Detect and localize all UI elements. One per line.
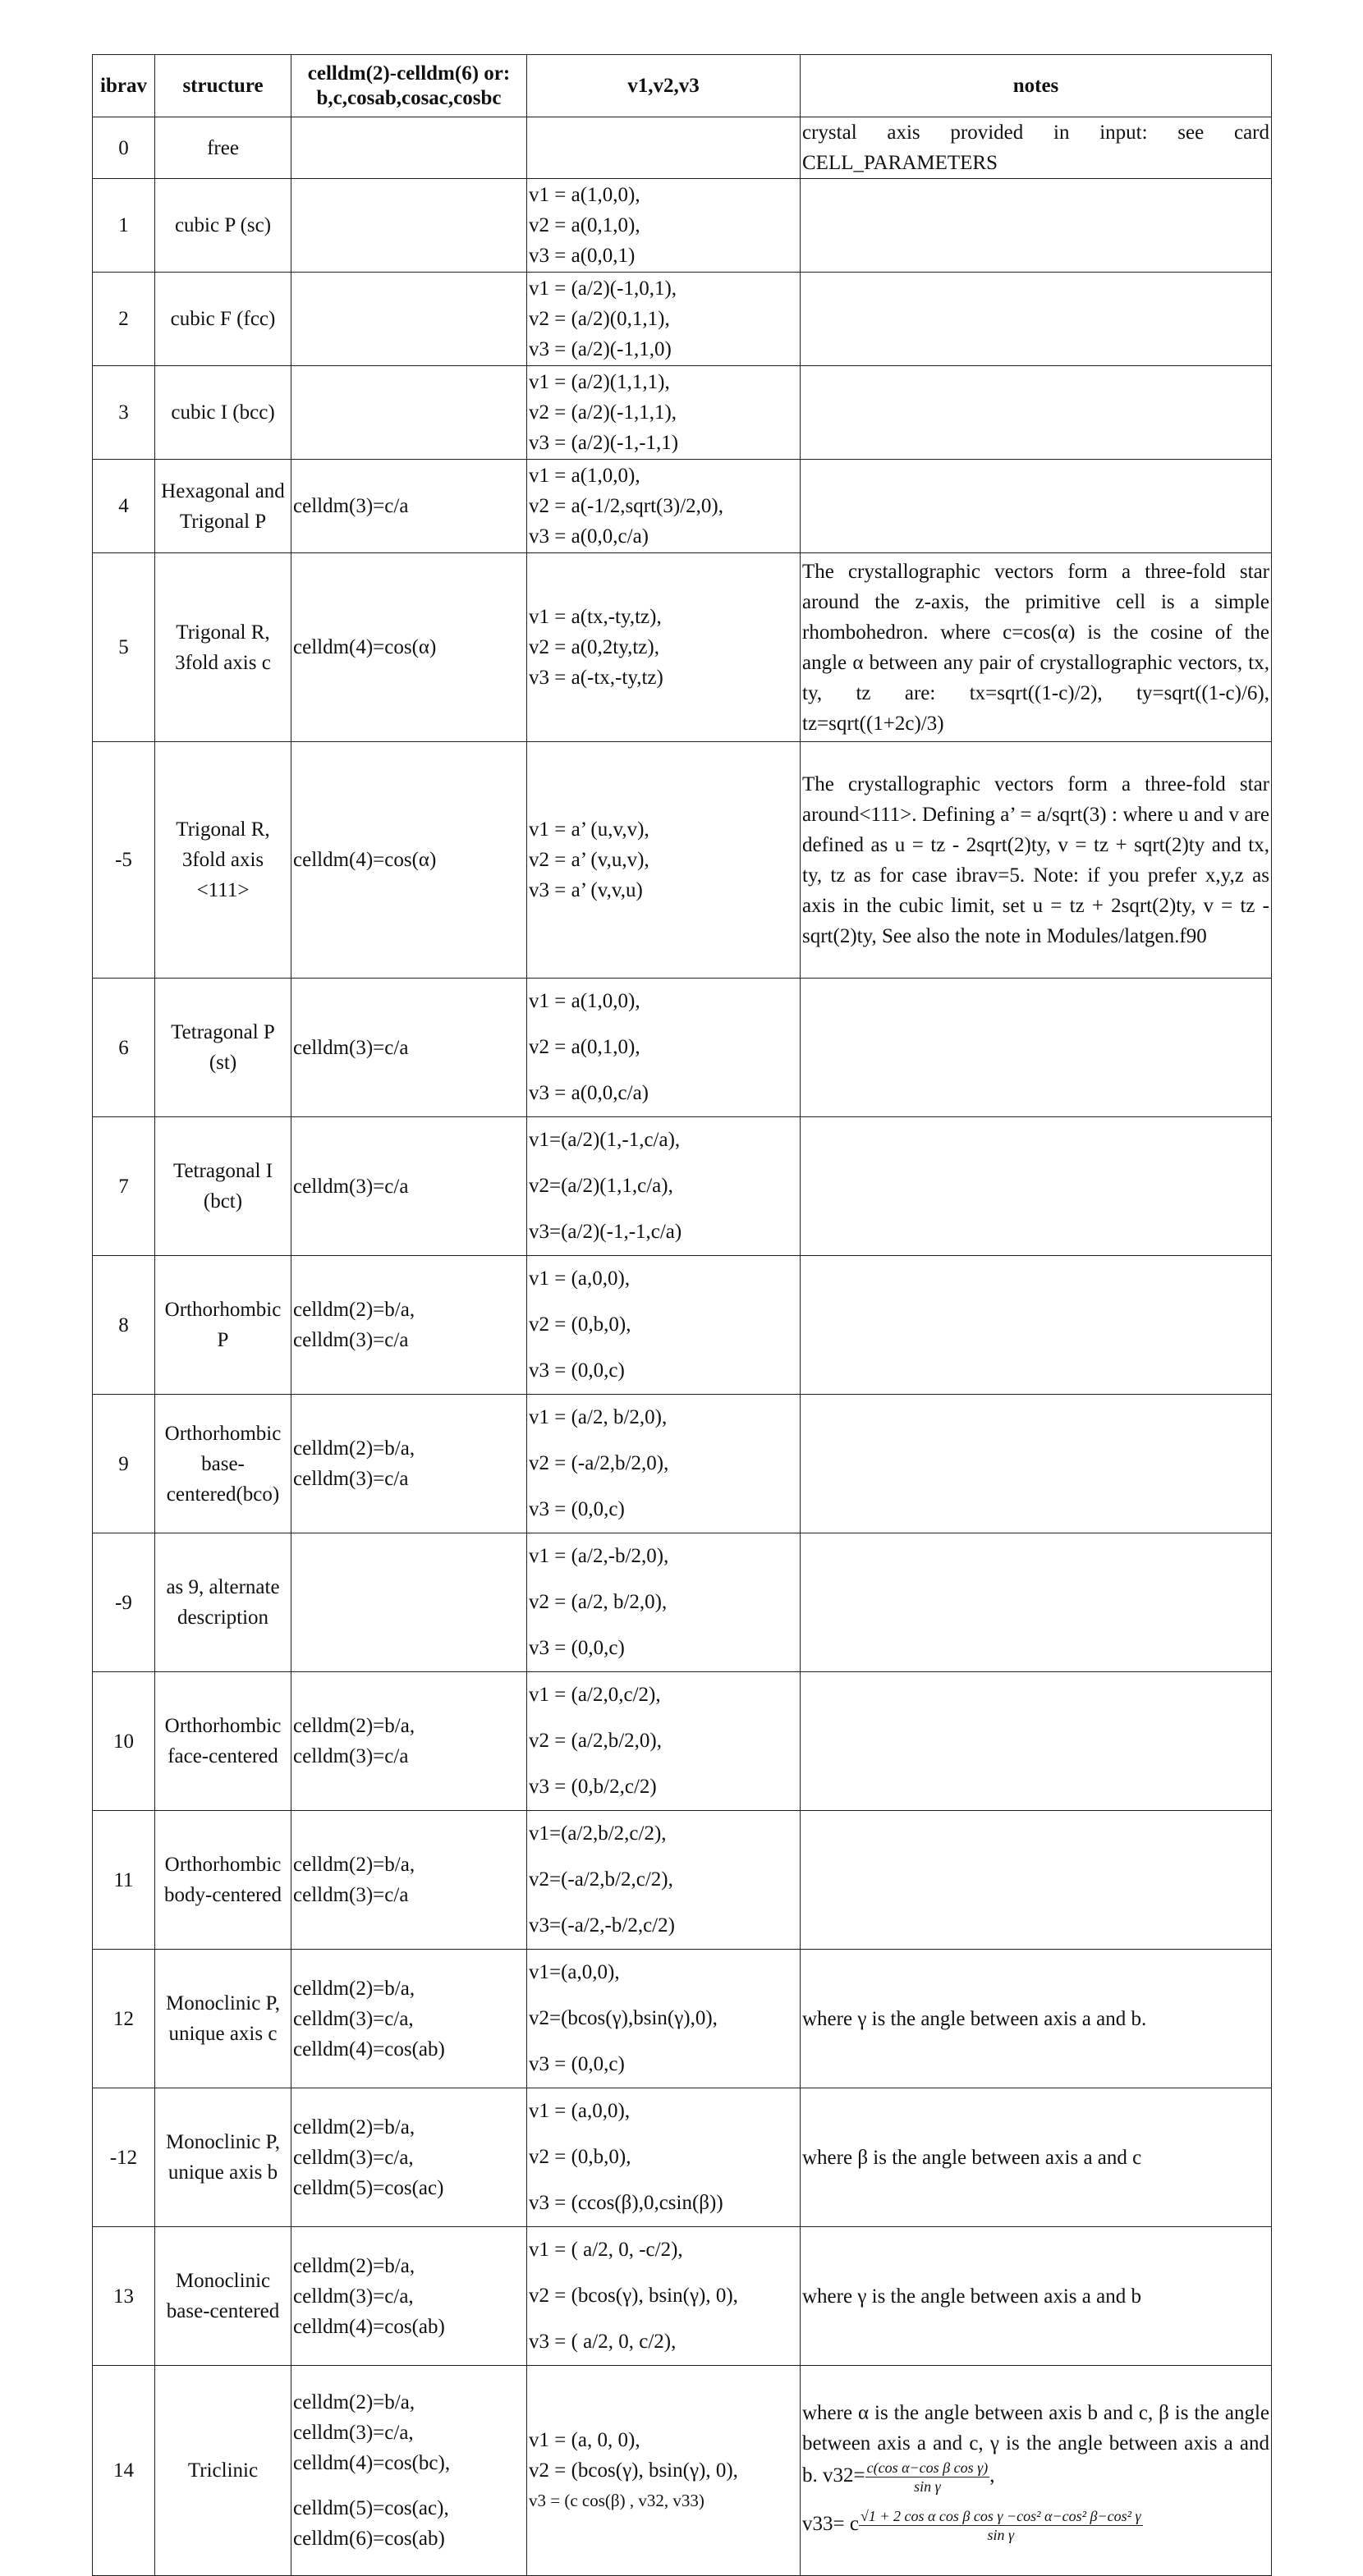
structure-cell: Tetragonal I (bct) bbox=[155, 1117, 291, 1256]
vector-line: v3 = (a/2)(-1,1,0) bbox=[529, 338, 672, 360]
celldm-cell bbox=[291, 460, 527, 553]
celldm-cell bbox=[291, 1811, 527, 1950]
vectors-cell bbox=[527, 553, 801, 742]
celldm-line: celldm(3)=c/a, bbox=[293, 2422, 414, 2444]
celldm-line: celldm(5)=cos(ac), bbox=[293, 2497, 449, 2519]
notes-cell: where γ is the angle between axis a and b bbox=[801, 2227, 1272, 2366]
vector-line: v3 = a(0,0,1) bbox=[529, 245, 636, 267]
celldm-line: celldm(2)=b/a, bbox=[293, 1715, 415, 1737]
structure-cell: cubic P (sc) bbox=[155, 179, 291, 273]
vectors-cell bbox=[527, 1811, 801, 1950]
vector-line: v1=(a/2,b/2,c/2), bbox=[529, 1822, 667, 1845]
ibrav-cell: 10 bbox=[93, 1672, 155, 1811]
ibrav-cell: 14 bbox=[93, 2366, 155, 2576]
vector-line: v2 = (a/2)(-1,1,1), bbox=[529, 401, 677, 424]
notes-cell bbox=[801, 366, 1272, 460]
celldm-cell bbox=[291, 2366, 527, 2576]
vector-line: v2 = a(0,2ty,tz), bbox=[529, 636, 659, 658]
table-row bbox=[93, 2088, 1272, 2227]
table-row bbox=[93, 179, 1272, 273]
vector-line: v2 = (bcos(γ), bsin(γ), 0), bbox=[529, 2459, 738, 2482]
celldm-line: celldm(2)=b/a, bbox=[293, 2391, 415, 2413]
notes-cell: crystal axis provided in input: see card CELL_PARAMETERS bbox=[801, 117, 1272, 179]
vector-line: v3 = a’ (v,v,u) bbox=[529, 879, 643, 901]
notes-cell bbox=[801, 1533, 1272, 1672]
celldm-line: celldm(3)=c/a bbox=[293, 1175, 409, 1198]
ibrav-cell: 9 bbox=[93, 1395, 155, 1533]
notes-cell bbox=[801, 460, 1272, 553]
structure-cell: cubic F (fcc) bbox=[155, 273, 291, 366]
table-row bbox=[93, 1395, 1272, 1533]
celldm-line: celldm(3)=c/a bbox=[293, 1468, 409, 1490]
celldm-line: celldm(3)=c/a, bbox=[293, 2285, 414, 2308]
structure-cell: Trigonal R, 3fold axis <111> bbox=[155, 742, 291, 979]
notes-cell: The crystallographic vectors form a three-fold star around the z-axis, the primitive cell is a simple rhombohedron. where c=cos(α) is the cosine of the angle α between any pair of crystallographic vectors, tx, ty, tz are: tx=sqrt((1-c)/2), ty=sqrt((1-c)/6), tz=sqrt((1+2c)/3) bbox=[801, 553, 1272, 742]
celldm-cell bbox=[291, 179, 527, 273]
vector-line: v2 = a(0,1,0), bbox=[529, 214, 640, 236]
table-row bbox=[93, 553, 1272, 742]
ibrav-cell: 11 bbox=[93, 1811, 155, 1950]
vector-line: v3 = (0,0,c) bbox=[529, 1637, 625, 1659]
vector-line: v3 = (a/2)(-1,-1,1) bbox=[529, 432, 679, 454]
ibrav-cell: -5 bbox=[93, 742, 155, 979]
vector-line: v1 = a’ (u,v,v), bbox=[529, 818, 649, 841]
vectors-cell bbox=[527, 1395, 801, 1533]
vector-line: v1 = (a/2,0,c/2), bbox=[529, 1684, 661, 1706]
vectors-cell bbox=[527, 1256, 801, 1395]
ibrav-cell: 8 bbox=[93, 1256, 155, 1395]
table-row bbox=[93, 1672, 1272, 1811]
celldm-line: celldm(4)=cos(bc), bbox=[293, 2452, 451, 2474]
vector-line: v1 = (a/2, b/2,0), bbox=[529, 1406, 668, 1428]
v33-fraction: $\frac{\text{√1 + 2 cos α cos β cos γ −cos² α−cos² β−cos² γ}}{\text{sin γ}}$ bbox=[860, 2507, 1141, 2543]
vector-line: v1 = (a/2)(-1,0,1), bbox=[529, 277, 677, 300]
celldm-cell bbox=[291, 1672, 527, 1811]
table-row bbox=[93, 1950, 1272, 2088]
ibrav-cell: 13 bbox=[93, 2227, 155, 2366]
structure-cell: Monoclinic P, unique axis b bbox=[155, 2088, 291, 2227]
table-row bbox=[93, 273, 1272, 366]
vector-line: v3=(-a/2,-b/2,c/2) bbox=[529, 1914, 675, 1937]
table-row bbox=[93, 2227, 1272, 2366]
vector-line: v2 = a’ (v,u,v), bbox=[529, 849, 649, 871]
celldm-line: celldm(4)=cos(ab) bbox=[293, 2037, 445, 2060]
vector-line: v1 = (a, 0, 0), bbox=[529, 2429, 640, 2451]
header-structure: structure bbox=[155, 55, 291, 117]
header-celldm: celldm(2)-celldm(6) or: b,c,cosab,cosac,cosbc bbox=[291, 55, 527, 117]
vector-line: v1 = ( a/2, 0, -c/2), bbox=[529, 2239, 683, 2261]
celldm-cell bbox=[291, 366, 527, 460]
table-row bbox=[93, 366, 1272, 460]
vector-line: v3 = (0,b/2,c/2) bbox=[529, 1776, 657, 1798]
structure-cell: Orthorhombic base-centered(bco) bbox=[155, 1395, 291, 1533]
vector-line: v3 = (ccos(β),0,csin(β)) bbox=[529, 2192, 723, 2214]
table-row bbox=[93, 1533, 1272, 1672]
vector-line: v3 = (0,0,c) bbox=[529, 1359, 625, 1382]
header-row bbox=[93, 55, 1272, 117]
celldm-line: celldm(4)=cos(ab) bbox=[293, 2315, 445, 2338]
celldm-cell bbox=[291, 1256, 527, 1395]
celldm-cell bbox=[291, 1117, 527, 1256]
structure-cell: Monoclinic base-centered bbox=[155, 2227, 291, 2366]
vector-line: v1=(a/2)(1,-1,c/a), bbox=[529, 1129, 681, 1151]
vector-line: v3=(a/2)(-1,-1,c/a) bbox=[529, 1221, 682, 1243]
vectors-cell bbox=[527, 2366, 801, 2576]
notes-cell bbox=[801, 1256, 1272, 1395]
vector-line: v2 = (-a/2,b/2,0), bbox=[529, 1452, 669, 1474]
celldm-line: celldm(3)=c/a bbox=[293, 495, 409, 517]
document-page bbox=[92, 54, 1271, 2576]
ibrav-cell: -9 bbox=[93, 1533, 155, 1672]
notes-cell bbox=[801, 1117, 1272, 1256]
ibrav-cell: 4 bbox=[93, 460, 155, 553]
vector-line: v2 = (0,b,0), bbox=[529, 2146, 631, 2168]
celldm-line: celldm(2)=b/a, bbox=[293, 1299, 415, 1321]
structure-cell: Trigonal R, 3fold axis c bbox=[155, 553, 291, 742]
celldm-line: celldm(2)=b/a, bbox=[293, 2115, 415, 2138]
header-ibrav: ibrav bbox=[93, 55, 155, 117]
vectors-cell bbox=[527, 1950, 801, 2088]
celldm-cell bbox=[291, 1533, 527, 1672]
celldm-cell bbox=[291, 273, 527, 366]
ibrav-cell: 12 bbox=[93, 1950, 155, 2088]
vector-line: v2 = (a/2, b/2,0), bbox=[529, 1591, 668, 1613]
vector-line: v2=(-a/2,b/2,c/2), bbox=[529, 1868, 673, 1891]
celldm-line: celldm(3)=c/a bbox=[293, 1884, 409, 1906]
vectors-cell bbox=[527, 2088, 801, 2227]
vector-line: v1 = (a/2,-b/2,0), bbox=[529, 1545, 669, 1567]
header-vectors: v1,v2,v3 bbox=[527, 55, 801, 117]
notes-cell bbox=[801, 1672, 1272, 1811]
vector-line: v1 = a(1,0,0), bbox=[529, 465, 640, 487]
celldm-line: celldm(2)=b/a, bbox=[293, 1854, 415, 1876]
vector-line: v2 = a(0,1,0), bbox=[529, 1036, 640, 1058]
vector-line: v1 = (a/2)(1,1,1), bbox=[529, 371, 670, 393]
celldm-line: celldm(3)=c/a bbox=[293, 1745, 409, 1767]
vectors-cell bbox=[527, 742, 801, 979]
celldm-line: celldm(4)=cos(α) bbox=[293, 636, 437, 658]
ibrav-cell: 2 bbox=[93, 273, 155, 366]
celldm-cell bbox=[291, 1395, 527, 1533]
celldm-cell bbox=[291, 2227, 527, 2366]
structure-cell: free bbox=[155, 117, 291, 179]
table-row bbox=[93, 1117, 1272, 1256]
table-row bbox=[93, 2366, 1272, 2576]
celldm-line: celldm(2)=b/a, bbox=[293, 1977, 415, 2000]
ibrav-cell: -12 bbox=[93, 2088, 155, 2227]
celldm-line: celldm(4)=cos(α) bbox=[293, 849, 437, 871]
ibrav-cell: 0 bbox=[93, 117, 155, 179]
header-notes: notes bbox=[801, 55, 1272, 117]
vector-line: v2 = (bcos(γ), bsin(γ), 0), bbox=[529, 2285, 738, 2307]
vectors-cell bbox=[527, 979, 801, 1117]
vector-line: v3 = ( a/2, 0, c/2), bbox=[529, 2331, 677, 2353]
celldm-line: celldm(5)=cos(ac) bbox=[293, 2176, 444, 2199]
ibrav-cell: 3 bbox=[93, 366, 155, 460]
vector-line: v2 = (a/2)(0,1,1), bbox=[529, 308, 670, 330]
celldm-line: celldm(3)=c/a, bbox=[293, 2007, 414, 2030]
vector-line: v2 = (a/2,b/2,0), bbox=[529, 1730, 662, 1752]
structure-cell: as 9, alternate description bbox=[155, 1533, 291, 1672]
celldm-cell bbox=[291, 553, 527, 742]
notes-text: where α is the angle between axis b and c, β is the angle between axis a and c, γ is the angle between axis a and b. v32= bbox=[802, 2401, 1269, 2487]
celldm-cell bbox=[291, 979, 527, 1117]
vectors-cell bbox=[527, 117, 801, 179]
celldm-cell bbox=[291, 1950, 527, 2088]
vector-line: v1=(a,0,0), bbox=[529, 1961, 620, 1983]
celldm-cell bbox=[291, 2088, 527, 2227]
celldm-cell bbox=[291, 742, 527, 979]
lattice-table bbox=[92, 54, 1272, 2576]
table-row bbox=[93, 1811, 1272, 1950]
vectors-cell bbox=[527, 179, 801, 273]
structure-cell: Orthorhombic P bbox=[155, 1256, 291, 1395]
vector-line: v3 = a(-tx,-ty,tz) bbox=[529, 667, 663, 689]
notes-cell bbox=[801, 179, 1272, 273]
vector-line: v3 = (c cos(β) , v32, v33) bbox=[529, 2491, 704, 2510]
notes-cell bbox=[801, 979, 1272, 1117]
table-row bbox=[93, 460, 1272, 553]
celldm-line: celldm(3)=c/a, bbox=[293, 2146, 414, 2169]
celldm-line: celldm(3)=c/a bbox=[293, 1036, 409, 1059]
celldm-line: celldm(2)=b/a, bbox=[293, 2254, 415, 2277]
notes-cell: where β is the angle between axis a and c bbox=[801, 2088, 1272, 2227]
vector-line: v3 = (0,0,c) bbox=[529, 1498, 625, 1520]
v33-label: v33= c bbox=[802, 2512, 859, 2535]
vector-line: v1 = a(1,0,0), bbox=[529, 184, 640, 206]
notes-cell: where α is the angle between axis b and c, β is the angle between axis a and c, γ is the angle between axis a and b. v32= $\frac{\text{c(cos α−cos β cos γ)}}{\text{sin γ}}$ , v33= c $\frac{\text{√1 + 2 cos α cos β cos γ −cos² α−cos² β−cos² γ}}{\text{sin γ}}$ bbox=[801, 2366, 1272, 2576]
vectors-cell bbox=[527, 1533, 801, 1672]
table-row bbox=[93, 742, 1272, 979]
table-row bbox=[93, 979, 1272, 1117]
structure-cell: Orthorhombic face-centered bbox=[155, 1672, 291, 1811]
vectors-cell bbox=[527, 1672, 801, 1811]
table-row bbox=[93, 1256, 1272, 1395]
vector-line: v2 = a(-1/2,sqrt(3)/2,0), bbox=[529, 495, 723, 517]
celldm-line: celldm(3)=c/a bbox=[293, 1329, 409, 1351]
vectors-cell bbox=[527, 366, 801, 460]
notes-cell bbox=[801, 1811, 1272, 1950]
structure-cell: Triclinic bbox=[155, 2366, 291, 2576]
vector-line: v2 = (0,b,0), bbox=[529, 1313, 631, 1336]
vector-line: v1 = a(tx,-ty,tz), bbox=[529, 606, 662, 628]
v32-fraction: $\frac{\text{c(cos α−cos β cos γ)}}{\text{sin γ}}$ bbox=[866, 2459, 989, 2495]
ibrav-cell: 7 bbox=[93, 1117, 155, 1256]
structure-cell: Orthorhombic body-centered bbox=[155, 1811, 291, 1950]
celldm-cell bbox=[291, 117, 527, 179]
vector-line: v3 = a(0,0,c/a) bbox=[529, 1082, 649, 1104]
vector-line: v2=(bcos(γ),bsin(γ),0), bbox=[529, 2007, 718, 2029]
vector-line: v1 = (a,0,0), bbox=[529, 1267, 631, 1290]
ibrav-cell: 6 bbox=[93, 979, 155, 1117]
vectors-cell bbox=[527, 460, 801, 553]
structure-cell: Monoclinic P, unique axis c bbox=[155, 1950, 291, 2088]
vector-line: v3 = a(0,0,c/a) bbox=[529, 525, 649, 548]
notes-cell: The crystallographic vectors form a three-fold star around<111>. Defining a’ = a/sqrt(3) : where u and v are defined as u = tz - 2sqrt(2)ty, v = tz + sqrt(2)ty and tx, ty, tz as for case ibrav=5. Note: if you prefer x,y,z as axis in the cubic limit, set u = tz + 2sqrt(2)ty, v = tz - sqrt(2)ty, See also the note in Modules/latgen.f90 bbox=[801, 742, 1272, 979]
table-row bbox=[93, 117, 1272, 179]
ibrav-cell: 1 bbox=[93, 179, 155, 273]
vectors-cell bbox=[527, 1117, 801, 1256]
celldm-line: celldm(2)=b/a, bbox=[293, 1437, 415, 1460]
structure-cell: Hexagonal and Trigonal P bbox=[155, 460, 291, 553]
vector-line: v3 = (0,0,c) bbox=[529, 2053, 625, 2075]
vectors-cell bbox=[527, 273, 801, 366]
vector-line: v1 = a(1,0,0), bbox=[529, 990, 640, 1012]
notes-cell bbox=[801, 273, 1272, 366]
vector-line: v2=(a/2)(1,1,c/a), bbox=[529, 1175, 673, 1197]
ibrav-cell: 5 bbox=[93, 553, 155, 742]
structure-cell: Tetragonal P (st) bbox=[155, 979, 291, 1117]
celldm-line: celldm(6)=cos(ab) bbox=[293, 2528, 445, 2550]
notes-cell bbox=[801, 1395, 1272, 1533]
vector-line: v1 = (a,0,0), bbox=[529, 2100, 631, 2122]
notes-cell: where γ is the angle between axis a and b. bbox=[801, 1950, 1272, 2088]
structure-cell: cubic I (bcc) bbox=[155, 366, 291, 460]
vectors-cell bbox=[527, 2227, 801, 2366]
